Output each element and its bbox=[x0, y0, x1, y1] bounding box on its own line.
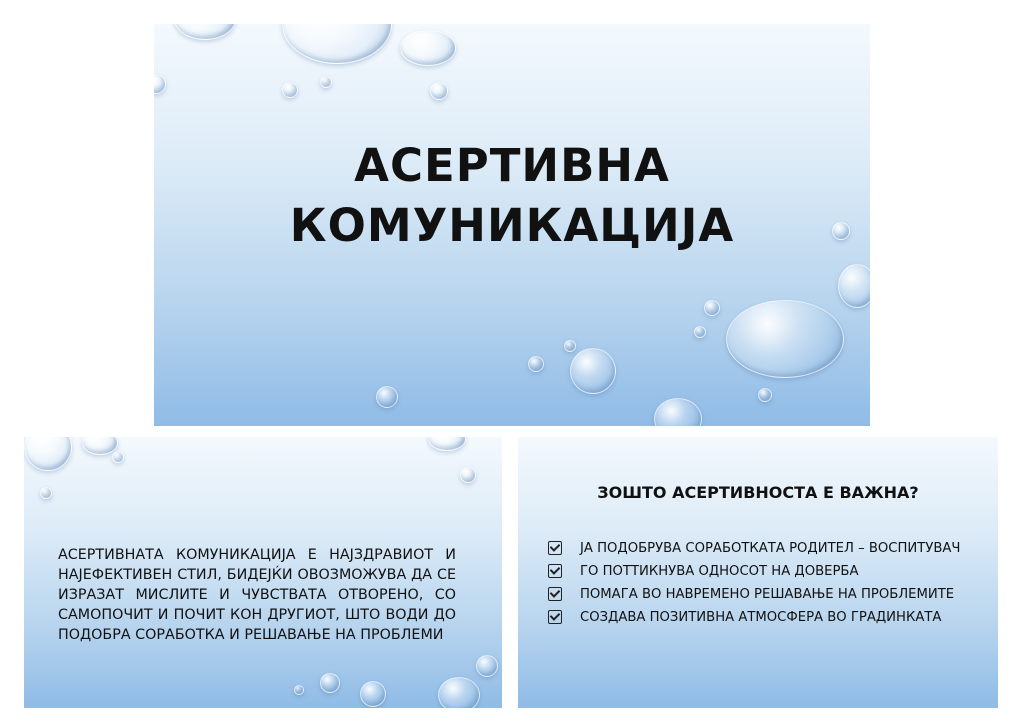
water-drop-decoration bbox=[320, 673, 340, 693]
list-item-text: ЈА ПОДОБРУВА СОРАБОТКАТА РОДИТЕЛ – ВОСПИТУВАЧ bbox=[580, 541, 961, 556]
water-drop-decoration bbox=[570, 348, 616, 394]
water-drop-decoration bbox=[726, 300, 844, 378]
list-item bbox=[546, 606, 976, 629]
slide-title bbox=[154, 136, 870, 256]
list-item bbox=[546, 583, 976, 606]
water-drop-decoration bbox=[112, 451, 124, 463]
list-item bbox=[546, 537, 976, 560]
water-drop-decoration bbox=[376, 386, 398, 408]
water-drop-decoration bbox=[154, 74, 166, 94]
water-drop-decoration bbox=[428, 437, 466, 451]
definition-slide bbox=[24, 437, 502, 708]
water-drop-decoration bbox=[174, 24, 236, 40]
checkbox-icon bbox=[548, 610, 562, 624]
title-slide bbox=[154, 24, 870, 426]
title-line-1: АСЕРТИВНА bbox=[354, 139, 670, 192]
reasons-list bbox=[546, 537, 976, 629]
definition-paragraph: АСЕРТИВНАТА КОМУНИКАЦИЈА Е НАЈЗДРАВИОТ И НАЈЕФЕКТИВЕН СТИЛ, БИДЕЈЌИ ОВОЗМОЖУВА ДА СЕ ИЗРАЗАТ МИСЛИТЕ И ЧУВСТВАТА ОТВОРЕНО, СО САМОПОЧИТ И ПОЧИТ КОН ДРУГИОТ, ШТО ВОДИ ДО ПОДОБРА СОРАБОТКА И РЕШАВАЊЕ НА ПРОБЛЕМИ bbox=[58, 547, 456, 644]
list-item-text: ПОМАГА ВО НАВРЕМЕНО РЕШАВАЊЕ НА ПРОБЛЕМИТЕ bbox=[580, 587, 955, 602]
list-item-text: СОЗДАВА ПОЗИТИВНА АТМОСФЕРА ВО ГРАДИНКАТА bbox=[580, 610, 942, 625]
water-drop-decoration bbox=[320, 76, 332, 88]
water-drop-decoration bbox=[24, 437, 72, 471]
slide-heading: ЗОШТО АСЕРТИВНОСТА Е ВАЖНА? bbox=[597, 483, 919, 502]
importance-slide bbox=[518, 437, 998, 708]
list-item bbox=[546, 560, 976, 583]
checkbox-icon bbox=[548, 587, 562, 601]
list-item-text: ГО ПОТТИКНУВА ОДНОСОТ НА ДОВЕРБА bbox=[580, 564, 859, 579]
title-line-2: КОМУНИКАЦИЈА bbox=[289, 199, 735, 252]
water-drop-decoration bbox=[564, 340, 576, 352]
water-drop-decoration bbox=[438, 677, 480, 708]
water-drop-decoration bbox=[294, 685, 304, 695]
water-drop-decoration bbox=[838, 264, 870, 308]
water-drop-decoration bbox=[460, 467, 476, 483]
water-drop-decoration bbox=[400, 30, 456, 66]
water-drop-decoration bbox=[360, 681, 386, 707]
water-drop-decoration bbox=[528, 356, 544, 372]
water-drop-decoration bbox=[704, 300, 720, 316]
water-drop-decoration bbox=[758, 388, 772, 402]
water-drop-decoration bbox=[282, 24, 392, 64]
water-drop-decoration bbox=[476, 655, 498, 677]
checkbox-icon bbox=[548, 541, 562, 555]
water-drop-decoration bbox=[430, 82, 448, 100]
water-drop-decoration bbox=[282, 82, 298, 98]
water-drop-decoration bbox=[40, 487, 52, 499]
water-drop-decoration bbox=[654, 398, 702, 426]
checkbox-icon bbox=[548, 564, 562, 578]
water-drop-decoration bbox=[694, 326, 706, 338]
